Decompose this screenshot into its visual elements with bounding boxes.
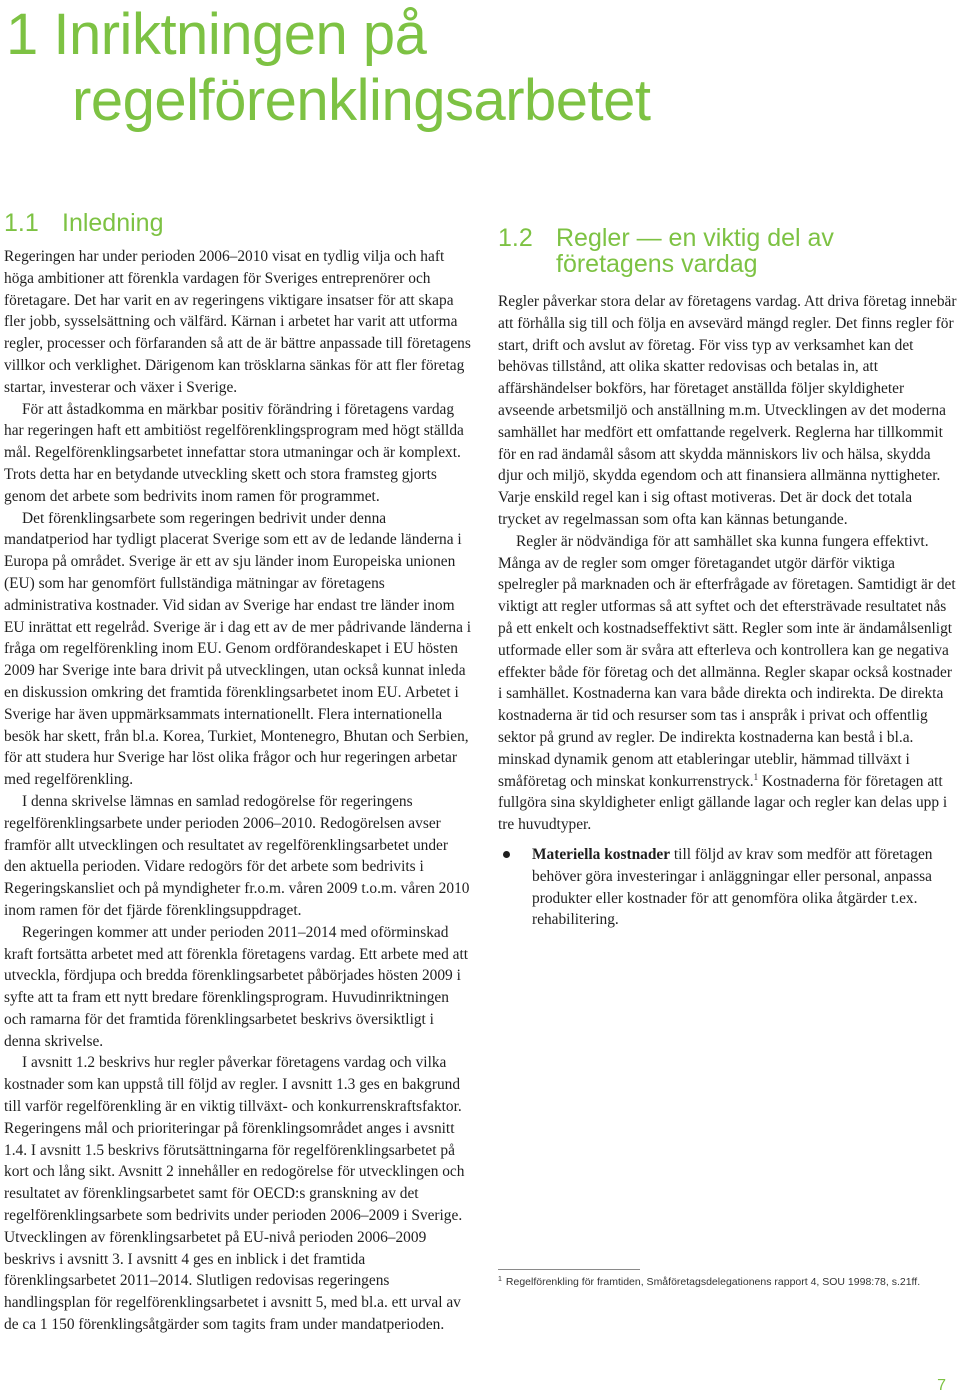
right-column bbox=[498, 211, 958, 931]
paragraph-text: Regler är nödvändiga för att samhället ska kunna fungera effektivt. Många av de regler som omger företagandet utgör därför viktiga spelregler på marknaden och är efterfrågade av företagen. Samtidigt är det viktigt att regler utformas så att syftet och det eftersträvade resultatet nås på ett enkelt och kostnadseffektivt sätt. Regler som inte är ändamålsenligt utformade eller som är svåra att efterleva och kontrollera kan ge negativa effekter både för företag och det allmänna. Regler skapar också kostnader i samhället. Kostnaderna kan vara både direkta och indirekta. De direkta kostnaderna är tid och resurser som tas i anspråk i privat och offentlig sektor på grund av regler. De indirekta kostnaderna kan bestå i bl.a. minskad dynamik genom att etableringar uteblir, hämmad tillväxt i småföretag och minskat konkurrenstryck. bbox=[498, 532, 956, 790]
bullet-description: till följd av krav som medför att företagen behöver göra investeringar i anläggningar eller personal, anpassa produkter eller kostnader för att genomföra olika åtgärder t.ex. rehabilitering. bbox=[532, 845, 933, 929]
bullet-term: Materiella kostnader bbox=[532, 845, 671, 863]
paragraph bbox=[498, 531, 958, 836]
footnote-text: Regelförenkling för framtiden, Småföretagsdelegationens rapport 4, SOU 1998:78, s.21ff. bbox=[505, 1276, 921, 1288]
chapter-title bbox=[6, 2, 651, 134]
section-title: Regler — en viktig del av företagens vardag bbox=[556, 224, 834, 278]
bullet-text bbox=[532, 844, 958, 931]
section-heading-1-2 bbox=[498, 225, 958, 277]
section-number: 1.2 bbox=[498, 224, 533, 252]
paragraph: För att åstadkomma en märkbar positiv förändring i företagens vardag har regeringen haft ett ambitiöst regelförenklingsprogram med högt ställda mål. Regelförenklingsarbetet innefattar stora utmaningar och är komplext. Trots detta har en betydande utveckling skett och stora framsteg gjorts genom det arbete som bedrivits inom ramen för programmet. bbox=[4, 400, 464, 505]
footnote-reference: 1 bbox=[753, 771, 759, 782]
paragraph: I denna skrivelse lämnas en samlad redogörelse för regeringens regelförenklingsarbete under perioden 2006–2010. Redogörelsen avser framför allt utvecklingen och resultatet av regelförenklingsarbetet under den aktuella perioden. Vidare redogörs för det arbete som bedrivits i Regeringskansliet och på myndigheter fr.o.m. våren 2009 t.o.m. våren 2010 inom ramen för det fjärde förenklingsuppdraget. bbox=[4, 792, 470, 919]
bullet-item bbox=[498, 844, 958, 931]
left-column bbox=[4, 210, 472, 1336]
paragraph: Regeringen har under perioden 2006–2010 visat en tydlig vilja och haft höga ambitioner att förenkla vardagen för Sveriges entreprenörer och företagare. Det har varit en av regeringens viktigare insatser för att skapa fler jobb, sysselsättning och välfärd. Kärnan i arbetet har varit att utforma regler, processer och förfaranden så att de är bättre anpassade till företagens villkor och verklighet. Därigenom kan trösklarna sänkas för att fler företag startar, investerar och växer i Sverige. bbox=[4, 248, 471, 396]
chapter-title-line-1: 1 Inriktningen på bbox=[6, 2, 427, 67]
paragraph: Regler påverkar stora delar av företagens vardag. Att driva företag innebär att förhålla sig till och följa en avsevärd mängd regler. Det finns regler för start, drift och avslut av företag. För viss typ av verksamhet kan det behövas tillstånd, att olika skatter redovisas och betalas in, att affärshändelser bokförs, har företaget anställda följer skyldigheter avseende arbetsmiljö och anställning m.m. Utvecklingen av det moderna samhället har medfört ett omfattande regelverk. Reglerna har tillkommit för en rad ändamål såsom att skydda människors liv och hälsa, skydda djur och miljö, skydda egendom och att finansiera allmänna nyttigheter. Varje enskild regel kan i sig oftast motiveras. Det är dock det totala trycket av regelmassan som ofta kan kännas betungande. bbox=[498, 293, 957, 528]
footnote-divider bbox=[498, 1269, 640, 1270]
footnote bbox=[498, 1275, 958, 1289]
bullet-icon bbox=[503, 851, 510, 858]
paragraph: Det förenklingsarbete som regeringen bedrivit under denna mandatperiod har tydligt placerat Sverige som ett av de ledande länderna i Europa på området. Sverige är ett av sju länder inom Europeiska unionen (EU) som har genomfört fullständiga mätningar av företagens administrativa kostnader. Vid sidan av Sverige har endast tre länder inom EU inrättat ett regelråd. Sverige är i dag ett av de mer pådrivande länderna i fråga om regelförenkling inom EU. Genom ordförandeskapet i EU hösten 2009 har Sverige inte bara drivit på utvecklingen, utan också kunnat inleda en diskussion omkring det framtida förenklingsarbetet inom EU. Arbetet i Sverige har även uppmärksammats internationellt. Flera internationella besök har skett, från bl.a. Korea, Turkiet, Montenegro, Bhutan och Serbien, för att studera hur Sverige har löst olika frågor och hur regeringen arbetar med regelförenkling. bbox=[4, 509, 472, 789]
paragraph: Regeringen kommer att under perioden 2011–2014 med oförminskad kraft fortsätta arbetet med att förenkla företagens vardag. Ett arbete med att utveckla, fördjupa och bredda förenklingsarbetet påbörjades hösten 2009 i syfte att ta fram ett nytt bredare förenklingsprogram. Huvudinriktningen och ramarna för det framtida förenklingsarbetet beskrivs översiktligt i denna skrivelse. bbox=[4, 923, 469, 1050]
paragraph-text: Kostnaderna för företagen att fullgöra sina skyldigheter enligt gällande lagar och regler kan delas upp i tre huvudtyper. bbox=[498, 772, 948, 834]
section-number: 1.1 bbox=[4, 209, 39, 237]
section-title: Inledning bbox=[62, 209, 164, 237]
section-heading-1-1 bbox=[4, 210, 472, 236]
chapter-title-line-2: regelförenklingsarbetet bbox=[72, 68, 651, 133]
paragraph-continued: I avsnitt 1.2 beskrivs hur regler påverkar företagens vardag och vilka kostnader som kan uppstå till följd av regler. I avsnitt 1.3 ges en bakgrund till varför regelförenkling är en viktig tillväxt- och konkurrenskraftsfaktor. Regeringens mål och prioriteringar på förenklingsområdet anges i avsnitt 1.4. I avsnitt 1.5 beskrivs förutsättningarna för regelförenklingsarbetet på kort och lång sikt. Avsnitt 2 innehåller en redogörelse för utvecklingen och resultatet av förenklingsarbetet samt för OECD:s granskning av det regelförenklingsarbete som bedrivits under perioden 2006–2009 i Sverige. Utvecklingen av förenklingsarbetet på EU-nivå perioden 2006–2009 beskrivs i avsnitt 3. I avsnitt 4 ges en inblick i det framtida förenklingsarbetet 2011–2014. Slutligen redovisas regeringens handlingsplan för regelförenklingsarbetet i avsnitt 5, med bl.a. ett urval av de ca 1 150 förenklingsåtgärder som tagits fram under mandatperioden. bbox=[4, 1054, 465, 1334]
page-number: 7 bbox=[937, 1377, 946, 1394]
footnote-marker: 1 bbox=[498, 1275, 502, 1283]
